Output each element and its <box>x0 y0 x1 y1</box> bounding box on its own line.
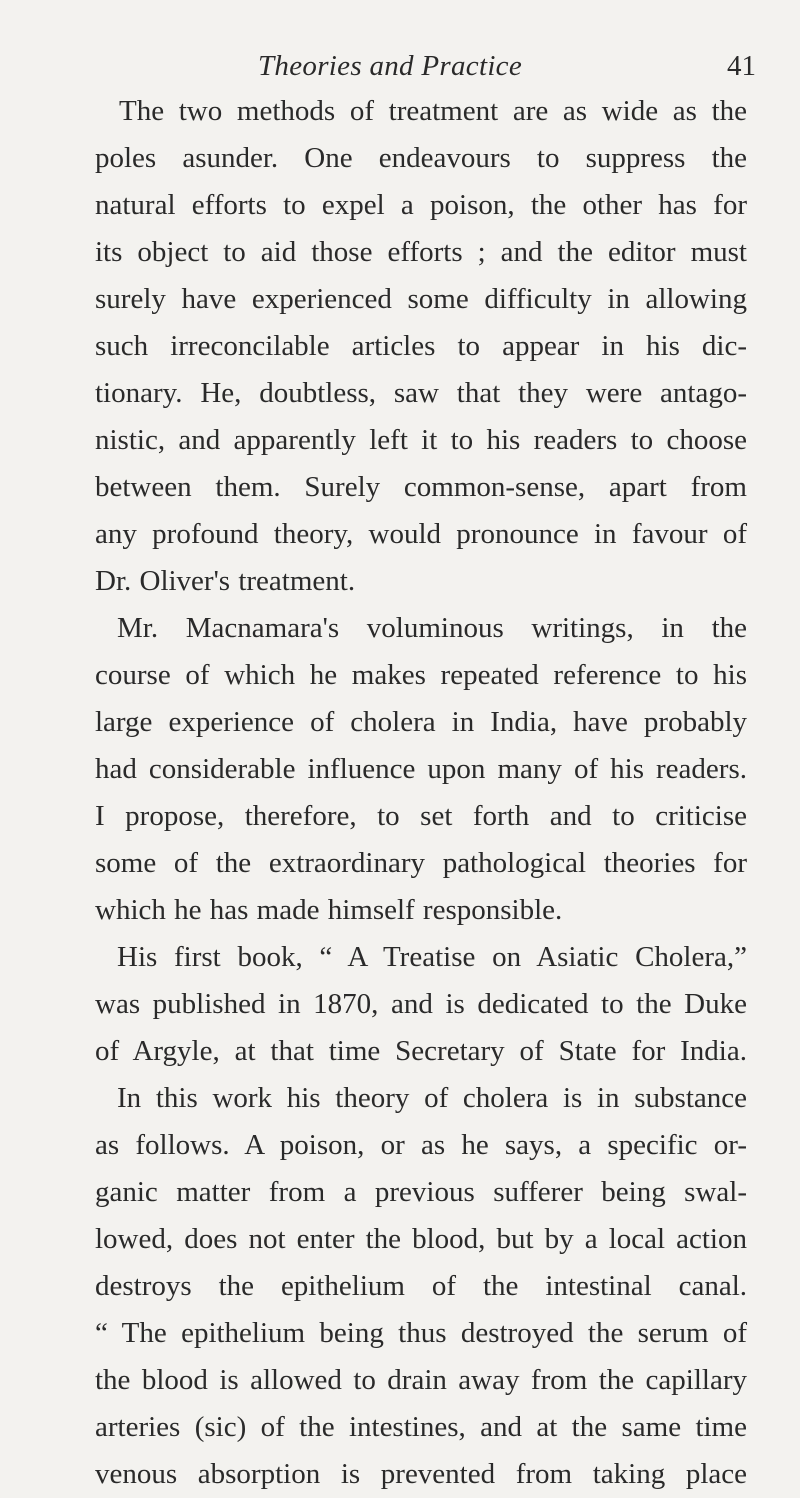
text-line: was published in 1870, and is dedicated to the Duke <box>95 988 747 1020</box>
text-line: Mr. Macnamara's voluminous writings, in the <box>117 612 747 644</box>
text-line: such irreconcilable articles to appear in his dic- <box>95 330 747 362</box>
text-line: had considerable influence upon many of his readers. <box>95 753 747 785</box>
text-line: course of which he makes repeated reference to his <box>95 659 747 691</box>
text-line: Dr. Oliver's treatment. <box>95 565 356 597</box>
text-line: as follows. A poison, or as he says, a specific or- <box>95 1129 747 1161</box>
text-line: destroys the epithelium of the intestinal canal. <box>95 1270 747 1302</box>
text-line: In this work his theory of cholera is in substance <box>117 1082 747 1114</box>
running-head-title: Theories and Practice <box>258 50 523 82</box>
text-line: lowed, does not enter the blood, but by a local action <box>95 1223 747 1255</box>
text-line: poles asunder. One endeavours to suppress the <box>95 142 747 174</box>
text-line: nistic, and apparently left it to his readers to choose <box>95 424 747 456</box>
text-line: venous absorption is prevented from taking place <box>95 1458 747 1490</box>
text-line: The two methods of treatment are as wide as the <box>119 95 747 127</box>
text-line: I propose, therefore, to set forth and to criticise <box>95 800 747 832</box>
text-line: “ The epithelium being thus destroyed the serum of <box>95 1317 747 1349</box>
text-line: any profound theory, would pronounce in favour of <box>95 518 747 550</box>
text-line: some of the extraordinary pathological theories for <box>95 847 747 879</box>
text-line: between them. Surely common-sense, apart from <box>95 471 747 503</box>
body-text <box>95 88 747 1498</box>
text-line: the blood is allowed to drain away from the capillary <box>95 1364 747 1396</box>
text-line: its object to aid those efforts ; and the editor must <box>95 236 747 268</box>
text-line: surely have experienced some difficulty in allowing <box>95 283 747 315</box>
text-line: arteries (sic) of the intestines, and at the same time <box>95 1411 747 1443</box>
text-line: tionary. He, doubtless, saw that they were antago- <box>95 377 747 409</box>
text-line: ganic matter from a previous sufferer being swal- <box>95 1176 747 1208</box>
text-line: large experience of cholera in India, have probably <box>95 706 747 738</box>
page-number: 41 <box>727 50 756 82</box>
text-line: natural efforts to expel a poison, the other has for <box>95 189 747 221</box>
text-line: of Argyle, at that time Secretary of State for India. <box>95 1035 747 1067</box>
text-line: which he has made himself responsible. <box>95 894 563 926</box>
text-line: His first book, “ A Treatise on Asiatic Cholera,” <box>117 941 747 973</box>
